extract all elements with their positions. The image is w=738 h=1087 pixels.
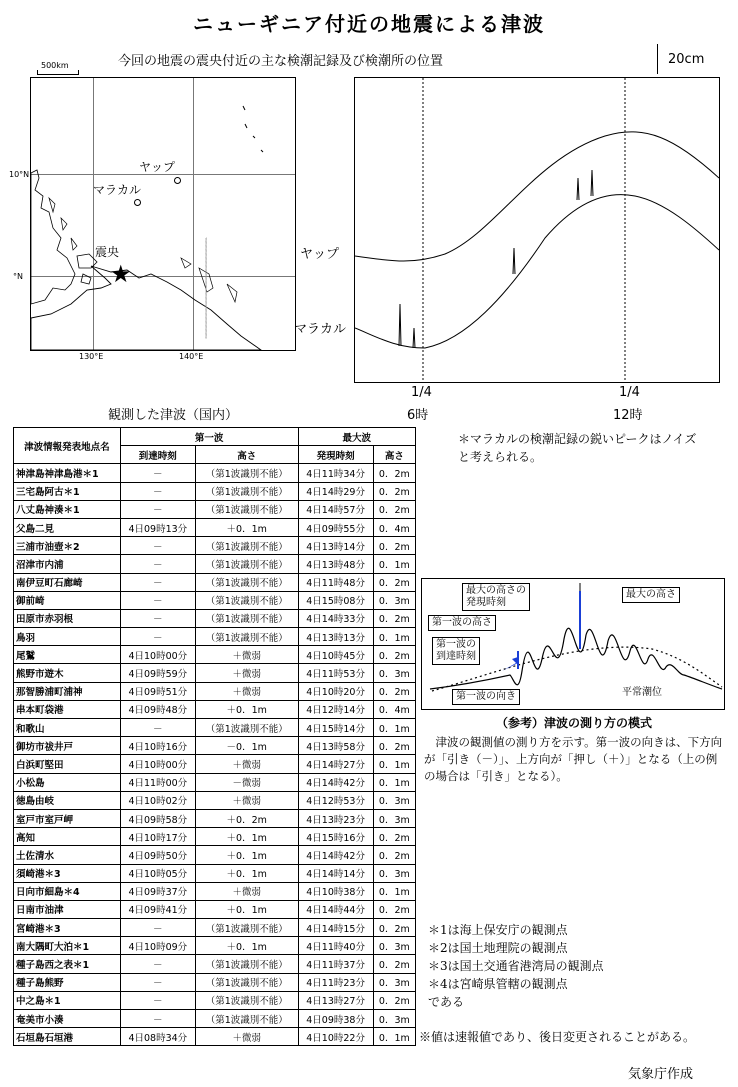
first-arrival-cell: － (120, 573, 195, 591)
map-label-malakal: マラカル (93, 183, 142, 197)
station-name: 日向市細島＊4 (14, 882, 121, 900)
first-arrival-cell: 4日10時17分 (120, 828, 195, 846)
map-label-yap: ヤップ (139, 160, 176, 174)
map-coastlines (31, 78, 295, 350)
header-station: 津波情報発表地点名 (14, 428, 121, 464)
callout-max-height: 最大の高さ (622, 587, 680, 603)
max-height-cell: 0．2m (373, 482, 415, 500)
table-row (14, 682, 416, 700)
table-row (14, 500, 416, 518)
header-occurrence-time: 発現時刻 (298, 446, 373, 464)
station-name: 日南市油津 (14, 900, 121, 918)
max-height-cell: 0．2m (373, 955, 415, 973)
callout-max-time: 最大の高さの 発現時刻 (462, 583, 530, 611)
max-time-cell: 4日12時53分 (298, 791, 373, 809)
first-arrival-cell: 4日09時13分 (120, 518, 195, 536)
first-arrival-cell: － (120, 537, 195, 555)
max-time-cell: 4日13時48分 (298, 555, 373, 573)
tide-xlabel-time-2: 12時 (613, 408, 643, 423)
map-scale-label: 500km (41, 61, 69, 70)
station-name: 串本町袋港 (14, 700, 121, 718)
tsunami-observation-table (13, 427, 416, 1046)
max-height-cell: 0．2m (373, 900, 415, 918)
first-arrival-cell: 4日09時48分 (120, 700, 195, 718)
first-height-cell: －微弱 (195, 773, 298, 791)
max-time-cell: 4日12時14分 (298, 700, 373, 718)
station-name: 白浜町堅田 (14, 755, 121, 773)
observed-heading: 観測した津波（国内） (108, 408, 239, 423)
table-row (14, 591, 416, 609)
table-row (14, 973, 416, 991)
table-row (14, 900, 416, 918)
max-height-cell: 0．4m (373, 700, 415, 718)
station-name: 三宅島阿古＊1 (14, 482, 121, 500)
max-time-cell: 4日14時27分 (298, 755, 373, 773)
first-height-cell: （第1波識別不能） (195, 609, 298, 627)
first-height-cell: （第1波識別不能） (195, 719, 298, 737)
first-height-cell: ＋微弱 (195, 1028, 298, 1046)
max-time-cell: 4日14時33分 (298, 609, 373, 627)
tide-gauge-plot (355, 78, 719, 382)
max-height-cell: 0．3m (373, 937, 415, 955)
table-row (14, 573, 416, 591)
max-height-cell: 0．2m (373, 919, 415, 937)
first-arrival-cell: － (120, 609, 195, 627)
max-time-cell: 4日14時29分 (298, 482, 373, 500)
first-arrival-cell: 4日09時50分 (120, 846, 195, 864)
first-arrival-cell: 4日10時00分 (120, 755, 195, 773)
first-height-cell: （第1波識別不能） (195, 628, 298, 646)
max-height-cell: 0．1m (373, 755, 415, 773)
table-row (14, 518, 416, 536)
first-arrival-cell: － (120, 591, 195, 609)
schematic-caption-title: （参考）津波の測り方の模式 (495, 716, 652, 730)
max-height-cell: 0．3m (373, 864, 415, 882)
station-name: 熊野市遊木 (14, 664, 121, 682)
first-arrival-cell: － (120, 991, 195, 1009)
tide-trace-yap (355, 132, 719, 261)
first-height-cell: ＋微弱 (195, 791, 298, 809)
max-height-cell: 0．3m (373, 791, 415, 809)
station-name: 御前崎 (14, 591, 121, 609)
max-time-cell: 4日15時14分 (298, 719, 373, 737)
tide-trace-malakal (355, 195, 719, 348)
table-row (14, 773, 416, 791)
first-arrival-cell: － (120, 719, 195, 737)
first-arrival-cell: 4日10時05分 (120, 864, 195, 882)
callout-first-arrival: 第一波の 到達時刻 (432, 637, 480, 665)
first-arrival-cell: － (120, 919, 195, 937)
credit: 気象庁作成 (628, 1067, 694, 1082)
page-title: ニューギニア付近の地震による津波 (193, 12, 545, 36)
first-height-cell: ＋0．1m (195, 828, 298, 846)
table-row (14, 555, 416, 573)
station-name: 土佐清水 (14, 846, 121, 864)
max-time-cell: 4日13時14分 (298, 537, 373, 555)
station-name: 沼津市内浦 (14, 555, 121, 573)
station-name: 石垣島石垣港 (14, 1028, 121, 1046)
max-height-cell: 0．3m (373, 1010, 415, 1028)
first-arrival-cell: － (120, 628, 195, 646)
max-time-cell: 4日09時38分 (298, 1010, 373, 1028)
first-height-cell: （第1波識別不能） (195, 537, 298, 555)
first-arrival-cell: 4日10時00分 (120, 646, 195, 664)
max-time-cell: 4日14時57分 (298, 500, 373, 518)
table-row (14, 937, 416, 955)
max-time-cell: 4日15時08分 (298, 591, 373, 609)
max-time-cell: 4日13時13分 (298, 628, 373, 646)
station-name: 御坊市祓井戸 (14, 737, 121, 755)
station-name: 父島二見 (14, 518, 121, 536)
station-name: 鳥羽 (14, 628, 121, 646)
station-name: 神津島神津島港＊1 (14, 464, 121, 482)
max-height-cell: 0．3m (373, 809, 415, 827)
note-line: ＊3は国土交通省港湾局の観測点 (428, 959, 604, 973)
schematic-caption-body: 津波の観測値の測り方を示す。第一波の向きは、下方向が「引き（－）」、上方向が「押し（＋）」となる（上の例の場合は「引き」となる）。 (424, 735, 723, 783)
header-first-height: 高さ (195, 446, 298, 464)
station-name: 須崎港＊3 (14, 864, 121, 882)
station-name: 八丈島神湊＊1 (14, 500, 121, 518)
table-row (14, 664, 416, 682)
first-height-cell: ＋微弱 (195, 755, 298, 773)
callout-first-direction: 第一波の向き (452, 689, 520, 705)
first-height-cell: ＋0．1m (195, 846, 298, 864)
first-arrival-cell: 4日09時59分 (120, 664, 195, 682)
max-height-cell: 0．2m (373, 537, 415, 555)
noise-note: ＊マラカルの検潮記録の鋭いピークはノイズと考えられる。 (458, 432, 697, 464)
table-row (14, 646, 416, 664)
max-time-cell: 4日11時40分 (298, 937, 373, 955)
max-height-cell: 0．2m (373, 609, 415, 627)
first-height-cell: （第1波識別不能） (195, 1010, 298, 1028)
note-line: である (428, 995, 465, 1009)
disclaimer: ※値は速報値であり、後日変更されることがある。 (419, 1030, 696, 1044)
first-height-cell: （第1波識別不能） (195, 464, 298, 482)
max-time-cell: 4日09時55分 (298, 518, 373, 536)
station-name: 南大隅町大泊＊1 (14, 937, 121, 955)
first-arrival-cell: － (120, 973, 195, 991)
max-time-cell: 4日11時37分 (298, 955, 373, 973)
max-time-cell: 4日15時16分 (298, 828, 373, 846)
map-subtitle: 今回の地震の震央付近の主な検潮記録及び検潮所の位置 (118, 54, 444, 69)
station-name: 南伊豆町石廊崎 (14, 573, 121, 591)
first-height-cell: （第1波識別不能） (195, 991, 298, 1009)
first-height-cell: （第1波識別不能） (195, 573, 298, 591)
note-line: ＊1は海上保安庁の観測点 (428, 923, 568, 937)
first-height-cell: （第1波識別不能） (195, 973, 298, 991)
table-row (14, 464, 416, 482)
first-height-cell: ＋0．1m (195, 700, 298, 718)
lon-label-140e: 140°E (179, 352, 204, 361)
max-height-cell: 0．3m (373, 664, 415, 682)
first-height-cell: ＋0．2m (195, 809, 298, 827)
first-height-cell: ＋0．1m (195, 937, 298, 955)
table-row (14, 1028, 416, 1046)
table-row (14, 809, 416, 827)
station-name: 小松島 (14, 773, 121, 791)
table-row (14, 864, 416, 882)
map-scale-bar (37, 70, 79, 75)
max-height-cell: 0．3m (373, 591, 415, 609)
location-map (9, 61, 296, 361)
first-arrival-cell: － (120, 555, 195, 573)
first-height-cell: （第1波識別不能） (195, 500, 298, 518)
header-first-wave: 第一波 (120, 428, 298, 446)
max-time-cell: 4日10時20分 (298, 682, 373, 700)
max-time-cell: 4日10時45分 (298, 646, 373, 664)
first-arrival-cell: 4日10時02分 (120, 791, 195, 809)
max-time-cell: 4日13時27分 (298, 991, 373, 1009)
table-row (14, 719, 416, 737)
station-name: 尾鷲 (14, 646, 121, 664)
max-height-cell: 0．2m (373, 737, 415, 755)
first-arrival-cell: － (120, 955, 195, 973)
station-marker-yap (174, 177, 181, 184)
first-height-cell: －0．1m (195, 737, 298, 755)
max-height-cell: 0．1m (373, 555, 415, 573)
first-height-cell: ＋微弱 (195, 646, 298, 664)
table-row (14, 700, 416, 718)
max-height-cell: 0．2m (373, 573, 415, 591)
tide-label-malakal: マラカル (294, 322, 347, 337)
lat-label-10n: 10°N (9, 170, 30, 179)
table-row (14, 482, 416, 500)
first-height-cell: ＋0．1m (195, 518, 298, 536)
first-height-cell: ＋微弱 (195, 882, 298, 900)
note-line: ＊2は国土地理院の観測点 (428, 941, 568, 955)
table-row (14, 882, 416, 900)
table-row (14, 537, 416, 555)
tsunami-measurement-schematic (421, 578, 725, 710)
max-height-cell: 0．4m (373, 518, 415, 536)
tide-xlabel-time-1: 6時 (407, 408, 429, 423)
first-arrival-cell: 4日08時34分 (120, 1028, 195, 1046)
table-row (14, 991, 416, 1009)
max-time-cell: 4日10時38分 (298, 882, 373, 900)
first-arrival-cell: 4日10時16分 (120, 737, 195, 755)
first-arrival-cell: 4日09時37分 (120, 882, 195, 900)
tide-gauge-chart (354, 77, 720, 383)
scale-bar-line (657, 44, 658, 74)
table-row (14, 1010, 416, 1028)
tide-label-yap: ヤップ (300, 247, 340, 262)
max-time-cell: 4日13時23分 (298, 809, 373, 827)
tide-xlabel-date-2: 1/4 (619, 385, 640, 400)
schematic-caption (424, 714, 724, 785)
max-time-cell: 4日11時48分 (298, 573, 373, 591)
tide-xlabel-date-1: 1/4 (411, 385, 432, 400)
header-arrival-time: 到達時刻 (120, 446, 195, 464)
first-arrival-cell: 4日11時00分 (120, 773, 195, 791)
first-arrival-cell: － (120, 500, 195, 518)
station-notes (428, 921, 604, 1011)
first-height-cell: ＋微弱 (195, 664, 298, 682)
table-row (14, 846, 416, 864)
first-arrival-cell: － (120, 482, 195, 500)
header-max-wave: 最大波 (298, 428, 415, 446)
max-time-cell: 4日11時34分 (298, 464, 373, 482)
lon-label-130e: 130°E (79, 352, 104, 361)
first-arrival-cell: － (120, 1010, 195, 1028)
first-height-cell: ＋0．1m (195, 864, 298, 882)
max-height-cell: 0．2m (373, 846, 415, 864)
max-height-cell: 0．1m (373, 719, 415, 737)
max-time-cell: 4日10時22分 (298, 1028, 373, 1046)
tide-scale-label: 20cm (668, 52, 705, 67)
max-height-cell: 0．1m (373, 1028, 415, 1046)
first-height-cell: （第1波識別不能） (195, 591, 298, 609)
station-name: 中之島＊1 (14, 991, 121, 1009)
table-row (14, 955, 416, 973)
max-height-cell: 0．2m (373, 500, 415, 518)
first-arrival-cell: 4日09時51分 (120, 682, 195, 700)
table-row (14, 755, 416, 773)
map-label-epicenter: 震央 (95, 245, 120, 259)
max-time-cell: 4日13時58分 (298, 737, 373, 755)
station-name: 種子島西之表＊1 (14, 955, 121, 973)
lat-label-0n: °N (13, 272, 23, 281)
max-height-cell: 0．1m (373, 773, 415, 791)
callout-first-height: 第一波の高さ (428, 615, 496, 631)
max-time-cell: 4日14時42分 (298, 773, 373, 791)
station-name: 種子島熊野 (14, 973, 121, 991)
table-row (14, 828, 416, 846)
note-line: ＊4は宮崎県管轄の観測点 (428, 977, 568, 991)
station-name: 奄美市小湊 (14, 1010, 121, 1028)
station-name: 田原市赤羽根 (14, 609, 121, 627)
table-row (14, 628, 416, 646)
table-row (14, 609, 416, 627)
first-height-cell: （第1波識別不能） (195, 482, 298, 500)
max-height-cell: 0．1m (373, 882, 415, 900)
max-height-cell: 0．2m (373, 991, 415, 1009)
max-time-cell: 4日14時42分 (298, 846, 373, 864)
max-height-cell: 0．3m (373, 973, 415, 991)
header-max-height: 高さ (373, 446, 415, 464)
station-name: 三浦市油壺＊2 (14, 537, 121, 555)
max-time-cell: 4日11時53分 (298, 664, 373, 682)
max-height-cell: 0．1m (373, 628, 415, 646)
first-height-cell: ＋微弱 (195, 682, 298, 700)
max-time-cell: 4日14時15分 (298, 919, 373, 937)
label-mean-level: 平常潮位 (622, 687, 662, 698)
first-height-cell: ＋0．1m (195, 900, 298, 918)
epicenter-star-icon: ★ (110, 260, 132, 288)
max-height-cell: 0．2m (373, 646, 415, 664)
max-height-cell: 0．2m (373, 828, 415, 846)
station-name: 和歌山 (14, 719, 121, 737)
station-marker-malakal (134, 199, 141, 206)
station-name: 宮崎港＊3 (14, 919, 121, 937)
first-arrival-cell: 4日10時09分 (120, 937, 195, 955)
table-row (14, 791, 416, 809)
table-body (14, 464, 416, 1046)
first-arrival-cell: 4日09時41分 (120, 900, 195, 918)
table-row (14, 919, 416, 937)
first-arrival-cell: 4日09時58分 (120, 809, 195, 827)
max-height-cell: 0．2m (373, 682, 415, 700)
station-name: 室戸市室戸岬 (14, 809, 121, 827)
station-name: 高知 (14, 828, 121, 846)
max-height-cell: 0．2m (373, 464, 415, 482)
first-arrival-cell: － (120, 464, 195, 482)
station-name: 徳島由岐 (14, 791, 121, 809)
station-name: 那智勝浦町浦神 (14, 682, 121, 700)
first-height-cell: （第1波識別不能） (195, 955, 298, 973)
first-height-cell: （第1波識別不能） (195, 555, 298, 573)
first-height-cell: （第1波識別不能） (195, 919, 298, 937)
max-time-cell: 4日14時44分 (298, 900, 373, 918)
max-time-cell: 4日11時23分 (298, 973, 373, 991)
table-row (14, 737, 416, 755)
max-time-cell: 4日14時14分 (298, 864, 373, 882)
